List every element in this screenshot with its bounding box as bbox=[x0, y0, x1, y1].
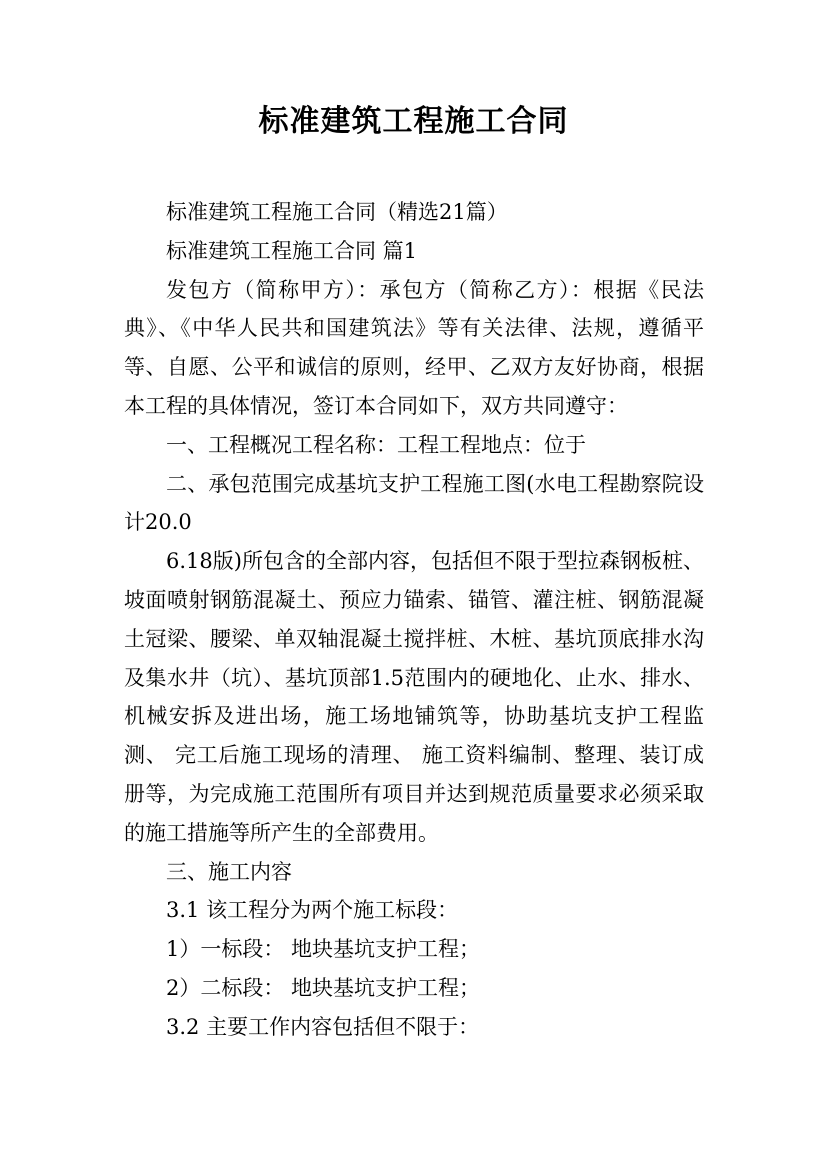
paragraph-sections-intro: 3.1 该工程分为两个施工标段： bbox=[166, 898, 459, 923]
paragraph-project-overview: 一、工程概况工程名称：工程工程地点：位于 bbox=[166, 432, 586, 457]
paragraph-scope-detail: 6.18版)所包含的全部内容，包括但不限于型拉森钢板桩、坡面喷射钢筋混凝土、预应力锚索、锚管、灌注桩、钢筋混凝土冠梁、腰梁、单双轴混凝土搅拌桩、木桩、基坑顶底排水沟及集水井（坑）、基坑顶部1.5范围内的硬地化、止水、排水、机械安拆及进出场，施工场地铺筑等，协助基坑支护工程监测、 完工后施工现场的清理、 施工资料编制、整理、装订成册等，为完成施工范围所有项目并达到规范质量要求必须采取的施工措施等所产生的全部费用。 bbox=[124, 549, 704, 845]
paragraph-section-heading: 标准建筑工程施工合同 篇1 bbox=[166, 238, 418, 263]
paragraph-subtitle: 标准建筑工程施工合同（精选21篇） bbox=[166, 200, 508, 224]
paragraph-section-two: 2）二标段： 地块基坑支护工程； bbox=[166, 975, 481, 1000]
paragraph-main-work: 3.2 主要工作内容包括但不限于： bbox=[166, 1014, 480, 1039]
document-body bbox=[124, 193, 704, 1047]
paragraph-section-one: 1）一标段： 地块基坑支护工程； bbox=[166, 937, 481, 962]
document-title: 标准建筑工程施工合同 bbox=[258, 104, 569, 139]
paragraph-preamble: 发包方（简称甲方）：承包方（简称乙方）：根据《民法典》、《中华人民共和国建筑法》等有关法律、法规，遵循平等、自愿、公平和诚信的原则，经甲、乙双方友好协商，根据本工程的具体情况，签订本合同如下，双方共同遵守： bbox=[124, 277, 704, 418]
paragraph-scope-heading: 二、承包范围完成基坑支护工程施工图(水电工程勘察院设计20.0 bbox=[124, 471, 704, 535]
paragraph-construction-content: 三、施工内容 bbox=[166, 859, 292, 884]
